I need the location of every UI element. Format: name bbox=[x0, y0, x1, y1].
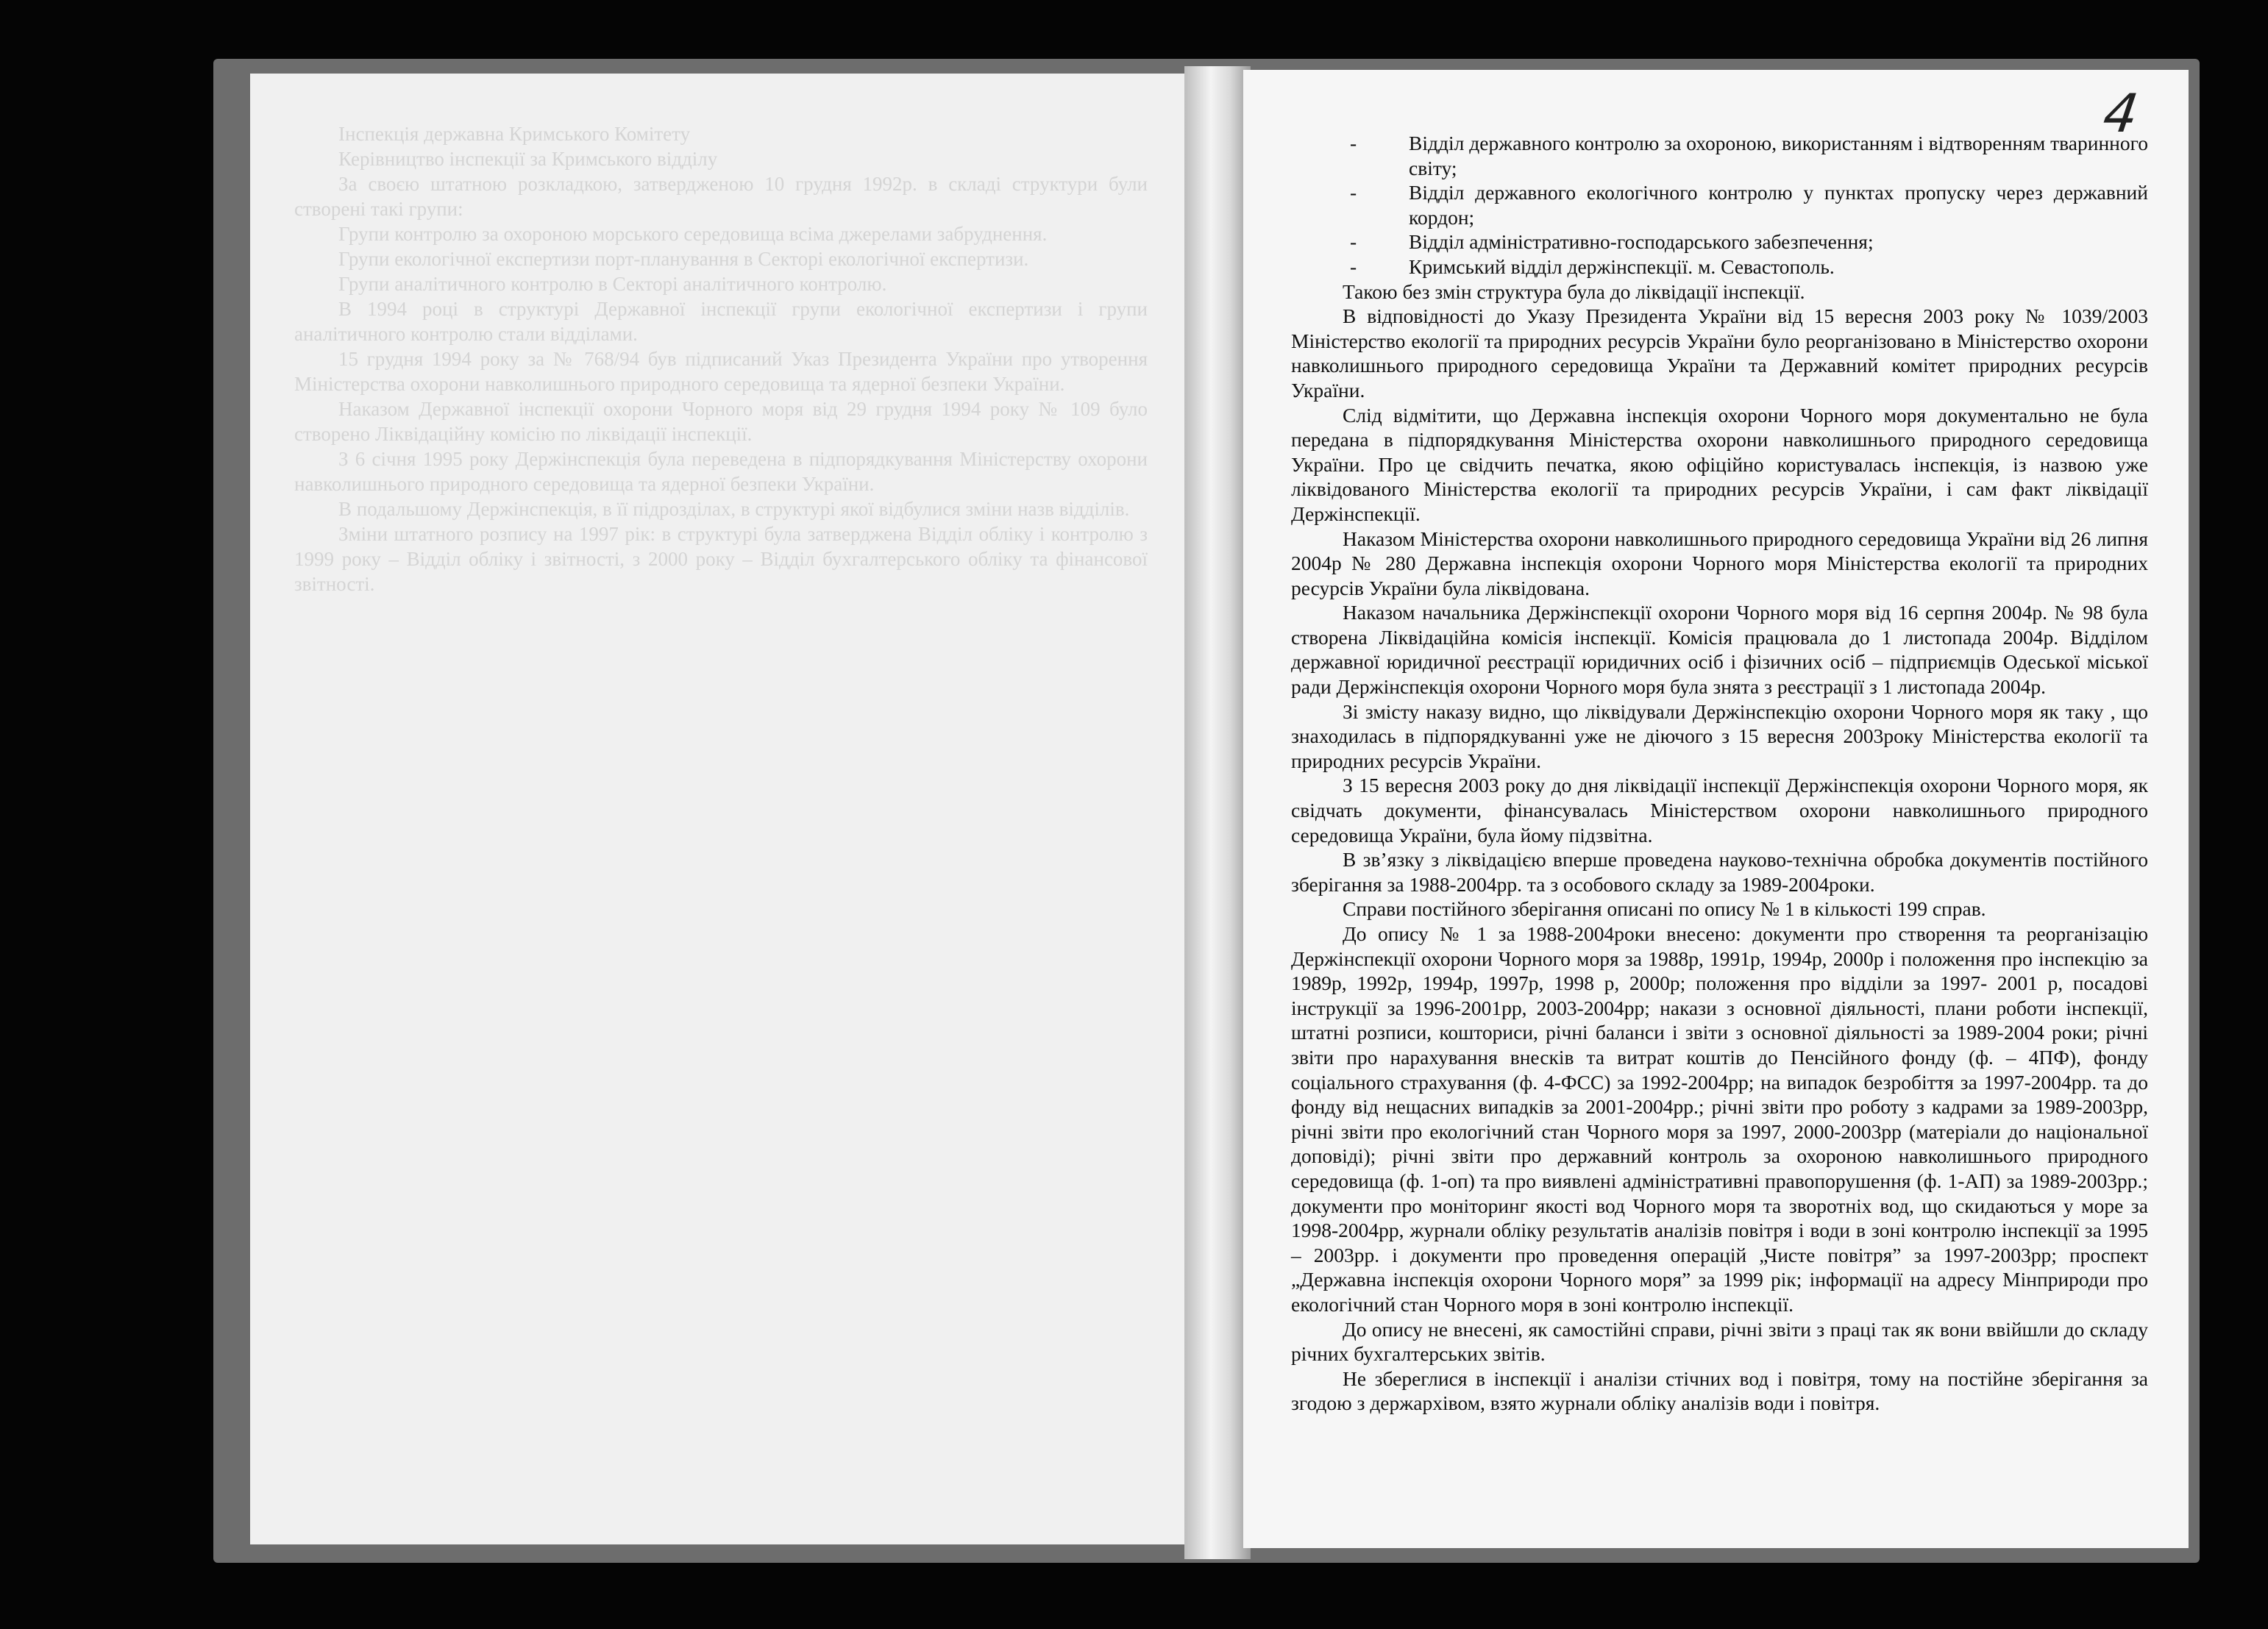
paragraph: Наказом Міністерства охорони навколишнього природного середовища України від 26 липня 2004р № 280 Державна інспекція охорони Чорного моря Міністерства екології та природних ресурсів України була ліквідована. bbox=[1291, 527, 2148, 599]
ghost-line: Інспекція державна Кримського Комітету bbox=[338, 123, 691, 145]
list-item bbox=[1291, 180, 2148, 229]
list-dash: - bbox=[1350, 132, 1357, 154]
list-dash: - bbox=[1350, 181, 1357, 204]
paragraph: В зв’язку з ліквідацією вперше проведена науково-технічна обробка документів постійного зберігання за 1988-2004рр. та з особового складу за 1989-2004роки. bbox=[1291, 848, 2148, 896]
list-item-text: Відділ державного екологічного контролю у пунктах пропуску через державний кордон; bbox=[1409, 181, 2148, 229]
ghost-line: 15 грудня 1994 року за № 768/94 був підписаний Указ Президента України про утворення Міністерства охорони навколишнього природного середовища та ядерної безпеки України. bbox=[294, 348, 1148, 395]
left-page-bleed-through-text bbox=[294, 121, 1148, 596]
ghost-line: Групи екологічної експертизи порт-планування в Секторі екологічної експертизи. bbox=[338, 248, 1029, 270]
ghost-line: В подальшому Держінспекція, в її підрозділах, в структурі якої відбулися зміни назв відділів. bbox=[338, 498, 1130, 520]
list-item bbox=[1291, 254, 2148, 279]
list-dash: - bbox=[1350, 230, 1357, 254]
handwritten-page-number: 4 bbox=[2100, 82, 2142, 144]
ghost-line: Зміни штатного розпису на 1997 рік: в структурі була затверджена Відділ обліку і контролю з 1999 року – Відділ обліку і звітності, з 2000 року – Відділ бухгалтерського обліку та фінансової звітності. bbox=[294, 523, 1148, 595]
ghost-line: Наказом Державної інспекції охорони Чорного моря від 29 грудня 1994 року № 109 було створено Ліквідаційну комісію по ліквідації інспекції. bbox=[294, 398, 1148, 445]
ghost-line: Групи контролю за охороною морського середовища всіма джерелами забруднення. bbox=[338, 223, 1048, 245]
paragraph: Наказом начальника Держінспекції охорони Чорного моря від 16 серпня 2004р. № 98 була створена Ліквідаційна комісія інспекції. Комісія працювала до 1 листопада 2004р. Відділом державної юридичної реєстрації юридичних осіб і фізичних осіб – підприємців Одеської міської ради Держінспекція охорони Чорного моря була знята з реєстрації з 1 листопада 2004р. bbox=[1291, 601, 2148, 699]
paragraph: З 15 вересня 2003 року до дня ліквідації інспекції Держінспекція охорони Чорного моря, як свідчать документи, фінансувалась Міністерством охорони навколишнього природного середовища України, була йому підзвітна. bbox=[1291, 774, 2148, 846]
document-body bbox=[1291, 131, 2148, 1416]
list-item bbox=[1291, 229, 2148, 254]
ghost-line: Керівництво інспекції за Кримського відділу bbox=[338, 148, 718, 170]
paragraph: Слід відмітити, що Державна інспекція охорони Чорного моря документально не була передана в підпорядкування Міністерства охорони навколишнього природного середовища України. Про це свідчить печатка, якою офіційно користувалась інспекція, із назвою уже ліквідованого Міністерства екології та природних ресурсів України, і сам факт ліквідації Держінспекції. bbox=[1291, 403, 2148, 525]
list-item-text: Відділ адміністративно-господарського забезпечення; bbox=[1409, 230, 1874, 254]
ghost-line: Групи аналітичного контролю в Секторі аналітичного контролю. bbox=[338, 273, 887, 295]
ghost-line: В 1994 році в структурі Державної інспекції групи екологічної експертизи і групи аналітичного контролю стали відділами. bbox=[294, 298, 1148, 345]
paragraph: Справи постійного зберігання описані по опису № 1 в кількості 199 справ. bbox=[1343, 897, 1986, 921]
list-item bbox=[1291, 131, 2148, 180]
paragraph: До опису № 1 за 1988-2004роки внесено: документи про створення та реорганізацію Держінспекції охорони Чорного моря за 1988р, 1991р, 1994р, 2000р і положення про інспекцію за 1989р, 1992р, 1994р, 1997р, 1998 р, 2000р; положення про відділи за 1997- 2001 р, посадові інструкції за 1996-2001рр, 2003-2004рр; накази з основної діяльності, плани роботи інспекції, штатні розписи, кошториси, річні баланси і звіти з основної діяльності за 1989-2004 роки; річні звіти про нарахування внесків та витрат коштів до Пенсійного фонду (ф. – 4ПФ), фонду соціального страхування (ф. 4-ФСС) за 1992-2004рр; на випадок безробіття за 1997-2004рр. та до фонду від нещасних випадків за 2001-2004рр.; річні звіти про роботу з кадрами за 1989-2003рр, річні звіти про екологічний стан Чорного моря за 1997, 2000-2003рр (матеріали до національної доповіді); річні звіти про державний контроль за охороною навколишнього природного середовища (ф. 1-оп) та про виявлені адміністративні правопорушення (ф. 1-АП) за 1989-2003рр.; документи про моніторинг якості вод Чорного моря та зворотніх вод, що скидаються у море за 1998-2004рр, журнали обліку результатів аналізів повітря і води в зоні контролю інспекції за 1995 – 2003рр. і документи про проведення операцій „Чисте повітря” за 1997-2003рр; проспект „Державна інспекція охорони Чорного моря” за 1999 рік; інформації на адресу Мінприроди про екологічний стан Чорного моря в зоні контролю інспекції. bbox=[1291, 922, 2148, 1316]
paragraph: В відповідності до Указу Президента України від 15 вересня 2003 року № 1039/2003 Міністерство екології та природних ресурсів України було реорганізовано в Міністерство охорони навколишнього природного середовища України та Державний комітет природних ресурсів України. bbox=[1291, 304, 2148, 402]
ghost-line: З 6 січня 1995 року Держінспекція була переведена в підпорядкування Міністерству охорони навколишнього природного середовища та ядерної безпеки України. bbox=[294, 448, 1148, 495]
book-gutter bbox=[1184, 66, 1251, 1559]
paragraph: Зі змісту наказу видно, що ліквідували Держінспекцію охорони Чорного моря як таку , що знаходилась в підпорядкуванні уже не діючого з 15 вересня 2003року Міністерства екології та природних ресурсів України. bbox=[1291, 699, 2148, 772]
list-item-text: Кримський відділ держінспекції. м. Севастополь. bbox=[1409, 254, 1835, 278]
paragraph: Не збереглися в інспекції і аналізи стічних вод і повітря, тому на постійне зберігання за згодою з держархівом, взято журнали обліку аналізів води і повітря. bbox=[1291, 1366, 2148, 1415]
list-dash: - bbox=[1350, 254, 1357, 278]
paragraph: До опису не внесені, як самостійні справи, річні звіти з праці так як вони ввійшли до складу річних бухгалтерських звітів. bbox=[1291, 1317, 2148, 1366]
list-item-text: Відділ державного контролю за охороною, використанням і відтворенням тваринного світу; bbox=[1409, 132, 2148, 179]
paragraph: Такою без змін структура була до ліквідації інспекції. bbox=[1343, 279, 1805, 303]
ghost-line: За своєю штатною розкладкою, затвердженою 10 грудня 1992р. в складі структури були створені такі групи: bbox=[294, 173, 1148, 220]
